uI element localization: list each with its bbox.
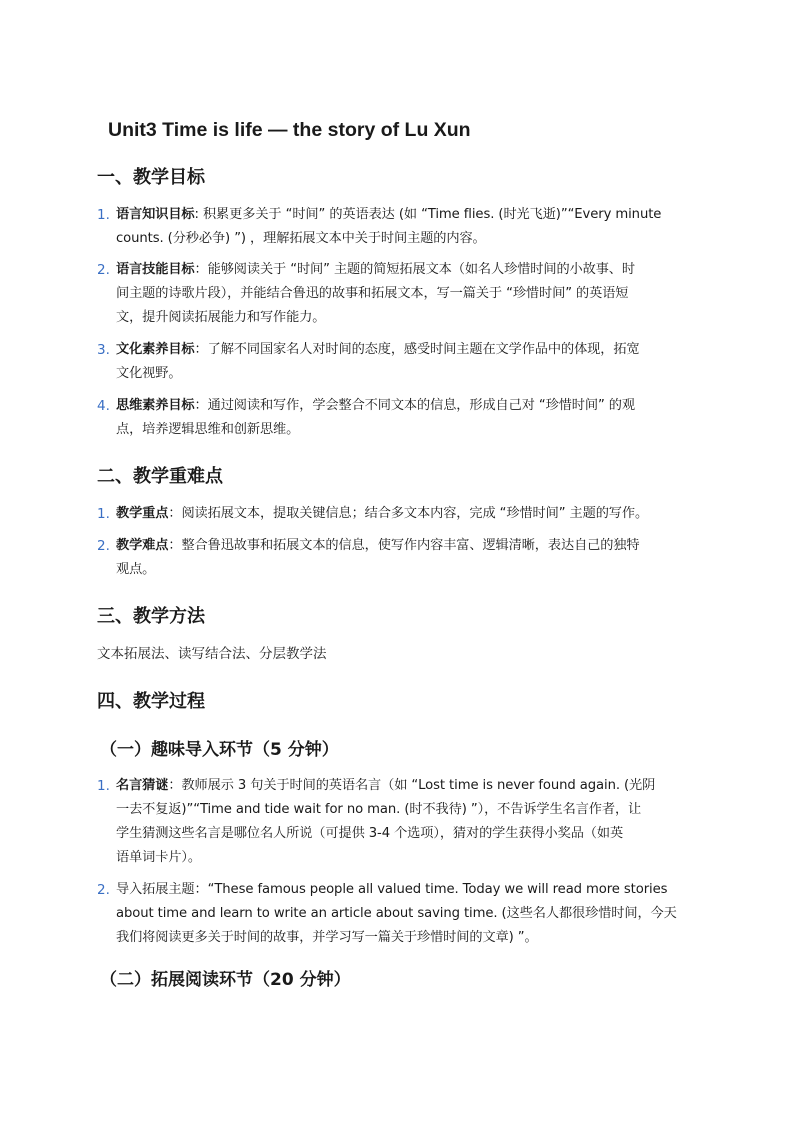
list-text-line <box>116 203 661 227</box>
item-text: ：能够阅读关于 “时间” 主题的简短拓展文本（如名人珍惜时间的小故事、时 <box>194 262 635 277</box>
subsection-heading-extended-reading: （二）拓展阅读环节（20 分钟） <box>100 970 351 990</box>
list-text-line: 我们将阅读更多关于时间的故事，并学习写一篇关于珍惜时间的文章) ”。 <box>116 930 538 945</box>
list-number: 2. <box>97 262 110 278</box>
section-heading-objectives: 一、教学目标 <box>97 167 205 188</box>
list-number: 3. <box>97 342 110 358</box>
list-text-line: 观点。 <box>116 562 156 577</box>
section-heading-key-points: 二、教学重难点 <box>97 466 223 487</box>
list-text-line <box>116 258 635 282</box>
item-label: 语言技能目标 <box>116 262 195 277</box>
list-number: 1. <box>97 506 110 522</box>
section-heading-methods: 三、教学方法 <box>97 606 205 627</box>
list-text-line <box>116 394 635 418</box>
list-number: 1. <box>97 207 110 223</box>
item-text: ：教师展示 3 句关于时间的英语名言（如 “Lost time is never found again. (光阴 <box>168 778 656 793</box>
item-label: 思维素养目标 <box>116 398 195 413</box>
list-number: 2. <box>97 882 110 898</box>
list-text-line: 语单词卡片）。 <box>116 850 202 865</box>
subsection-heading-lead-in: （一）趣味导入环节（5 分钟） <box>100 740 339 760</box>
methods-text: 文本拓展法、读写结合法、分层教学法 <box>97 646 327 662</box>
item-text: : 积累更多关于 “时间” 的英语表达 (如 “Time flies. (时光飞逝)”“Every minute <box>194 207 662 222</box>
list-text-line: counts. (分秒必争) ”) ，理解拓展文本中关于时间主题的内容。 <box>116 231 486 246</box>
item-label: 教学难点 <box>116 538 169 553</box>
list-text-line: 点，培养逻辑思维和创新思维。 <box>116 422 300 437</box>
list-text-line: 间主题的诗歌片段），并能结合鲁迅的故事和拓展文本，写一篇关于 “珍惜时间” 的英语短 <box>116 286 629 301</box>
item-label: 教学重点 <box>116 506 169 521</box>
list-text-line <box>116 534 640 558</box>
item-text: ：阅读拓展文本，提取关键信息；结合多文本内容，完成 “珍惜时间” 主题的写作。 <box>168 506 649 521</box>
document-title: Unit3 Time is life — the story of Lu Xun <box>108 119 471 141</box>
list-number: 2. <box>97 538 110 554</box>
item-text: ：了解不同国家名人对时间的态度，感受时间主题在文学作品中的体现，拓宽 <box>194 342 640 357</box>
list-text-line <box>116 502 648 526</box>
list-number: 1. <box>97 778 110 794</box>
list-text-line: 文化视野。 <box>116 366 182 381</box>
item-label: 名言猜谜 <box>116 778 169 793</box>
list-text-line: 文，提升阅读拓展能力和写作能力。 <box>116 310 326 325</box>
list-number: 4. <box>97 398 110 414</box>
section-heading-process: 四、教学过程 <box>97 691 205 712</box>
list-text-line: 学生猜测这些名言是哪位名人所说（可提供 3-4 个选项），猜对的学生获得小奖品（如英 <box>116 826 624 841</box>
list-text-line <box>116 774 655 798</box>
item-label: 语言知识目标 <box>116 207 195 222</box>
list-text-line: 导入拓展主题：“These famous people all valued time. Today we will read more stories <box>116 882 668 897</box>
item-text: ：整合鲁迅故事和拓展文本的信息，使写作内容丰富、逻辑清晰，表达自己的独特 <box>168 538 640 553</box>
item-label: 文化素养目标 <box>116 342 195 357</box>
list-text-line <box>116 338 640 362</box>
item-text: ：通过阅读和写作，学会整合不同文本的信息，形成自己对 “珍惜时间” 的观 <box>194 398 635 413</box>
list-text-line: about time and learn to write an article about saving time. (这些名人都很珍惜时间，今天 <box>116 906 677 921</box>
list-text-line: 一去不复返)”“Time and tide wait for no man. (时不我待) ”），不告诉学生名言作者，让 <box>116 802 642 817</box>
